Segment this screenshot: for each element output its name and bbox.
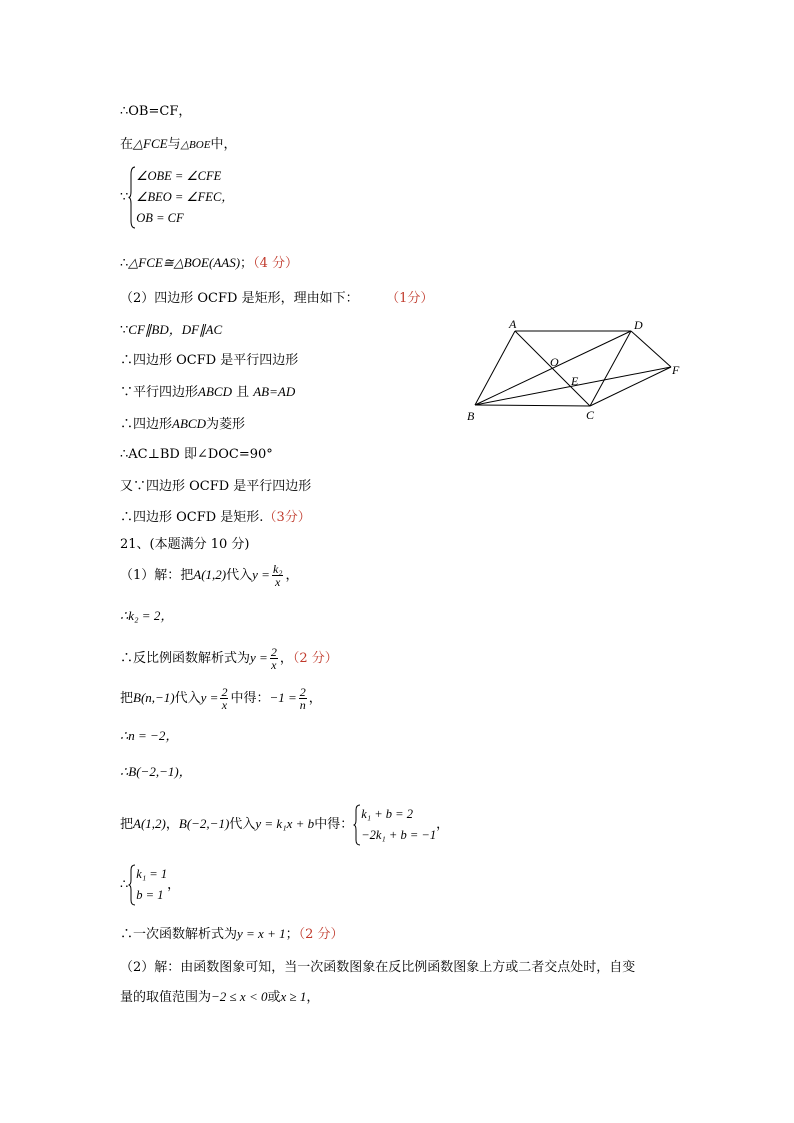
line-ob-cf: ∴OB=CF， [120,104,192,119]
edge-bc [475,405,590,406]
edge-dc [590,331,631,406]
q21-step8: ∴ k₁ = 1 b = 1 ， [120,864,180,907]
geometry-figure [462,312,692,424]
sys-row-1: ∠OBE = ∠CFE [136,169,222,183]
edge-df [631,331,671,367]
label-c: C [586,408,595,422]
q21-step2: ∴k₂ = 2， [120,608,174,623]
line-abcd-ab-ad: ∵平行四边形ABCD 且 AB=AD [120,384,296,400]
score-badge: （1分） [392,291,434,306]
sys-row-2: ∠BEO = ∠FEC， [136,190,234,204]
q21-step7: 把A(1,2)，B(−2,−1)代入y = k₁x + b中得： k₁ + b = 2 −2k₁ + b = −1 ， [120,803,449,846]
sys-row-1: k₁ = 1 [136,867,168,881]
line-in-triangles: 在△FCE与△BOE中， [120,136,237,152]
edge-ba [475,331,515,405]
label-d: D [634,318,643,332]
line-rhombus: ∴四边形ABCD为菱形 [120,416,245,432]
line-congruent: ∴△FCE≅△BOE(AAS)；（4 分） [120,255,298,271]
q21-step9: ∴一次函数解析式为y = x + 1；（2 分） [120,926,344,942]
q21-step3: ∴反比例函数解析式为y = $\frac{2}{x}$ ，（2 分） [120,645,338,672]
q21-step5: ∴n = −2， [120,728,179,743]
sys-row-1: k₁ + b = 2 [361,806,413,821]
line-parallelogram: ∴四边形 OCFD 是平行四边形 [120,353,299,368]
q21-part2-line2: 量的取值范围为−2 ≤ x < 0或x ≥ 1， [120,989,320,1005]
line-again-parallelogram: 又∵四边形 OCFD 是平行四边形 [120,479,312,494]
label-f: F [672,363,680,377]
q21-header: 21、(本题满分 10 分) [120,537,250,552]
label-o: O [550,355,559,369]
q21-part2-line1: （2）解：由函数图象可知，当一次函数图象在反比例函数图象上方或二者交点处时，自变 [120,960,636,975]
q21-step6: ∴B(−2,−1)， [120,764,192,779]
edge-cf [590,367,671,406]
score-badge: （3分） [263,510,311,525]
label-e: E [571,374,579,388]
score-badge: （2 分） [298,927,344,942]
label-a: A [509,317,517,331]
line-parallels: ∵CF∥BD，DF∥AC [120,322,223,338]
part2-title: （2）四边形 OCFD 是矩形，理由如下： （1分） [120,291,434,306]
line-rectangle: ∴四边形 OCFD 是矩形.（3分） [120,510,311,525]
line-perpendicular: ∴AC⊥BD 即∠DOC=90° [120,447,273,462]
sys-row-3: OB = CF [136,211,184,225]
label-b: B [467,409,475,423]
system-congruence: ∵ ∠OBE = ∠CFE ∠BEO = ∠FEC， OB = CF [120,166,234,229]
sys-row-2: b = 1 [136,888,164,902]
sys-row-2: −2k₁ + b = −1 [361,827,437,842]
score-badge: （2 分） [292,651,338,666]
q21-step4: 把B(n,−1)代入y = $\frac{2}{x}$ 中得：−1 = $\frac{2}{n}$ ， [120,685,322,712]
q21-step1: （1）解：把A(1,2)代入y = $\frac{\text{k₂}}{x}$ ， [120,562,299,589]
score-badge: （4 分） [253,256,298,271]
